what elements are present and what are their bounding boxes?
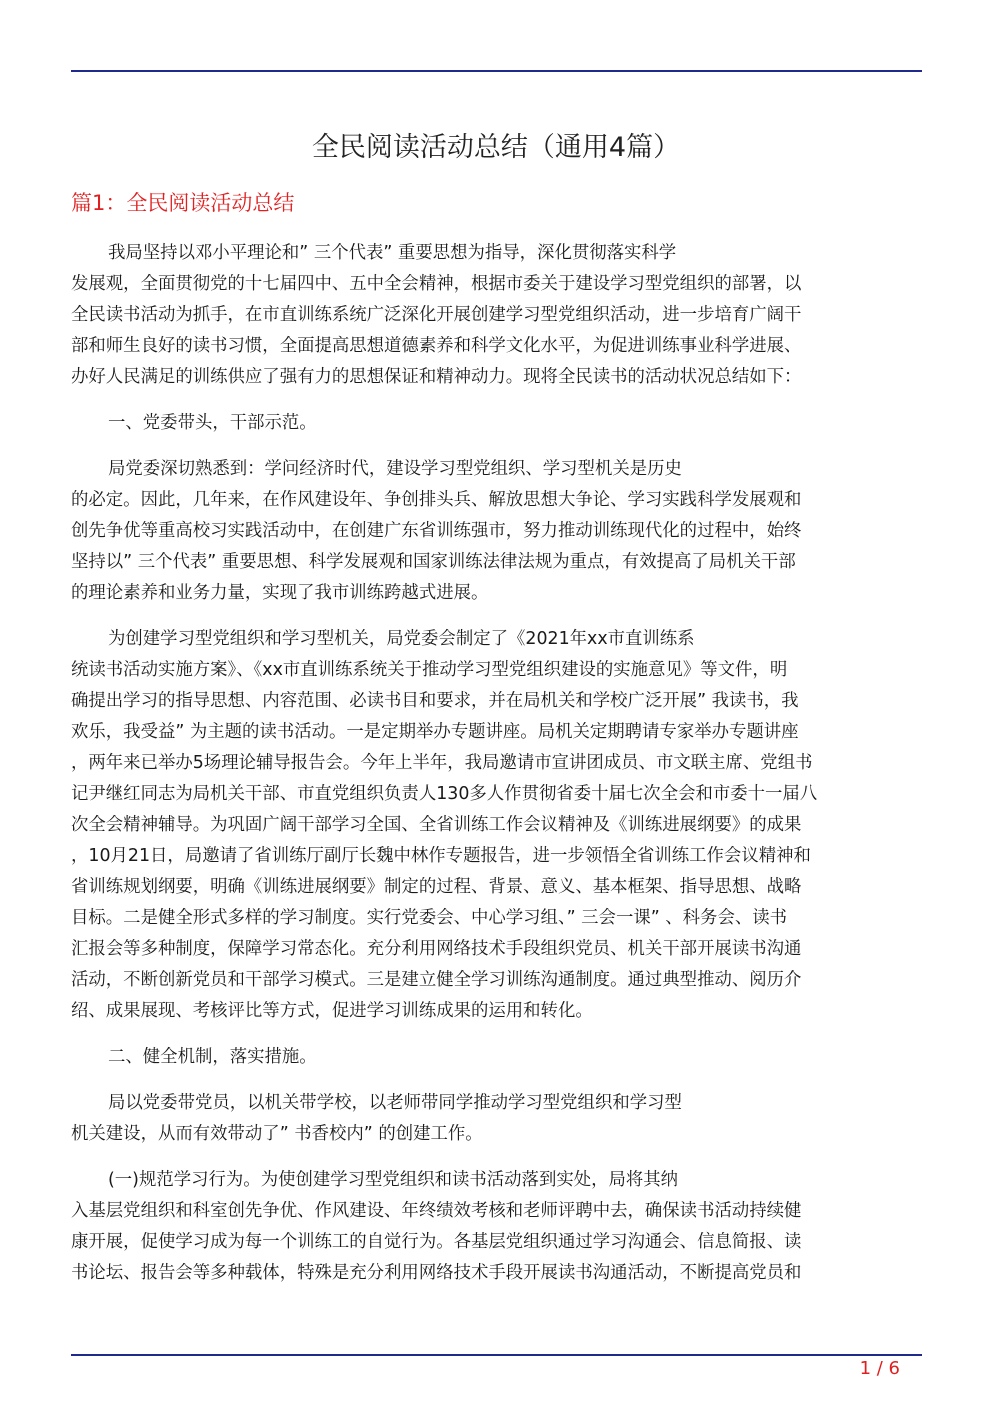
text-line: 机关建设，从而有效带动了” 书香校内” 的创建工作。 [71, 1124, 483, 1144]
paragraph [71, 238, 922, 393]
text-line: 康开展，促使学习成为每一个训练工的自觉行为。各基层党组织通过学习沟通会、信息简报、读 [71, 1232, 802, 1252]
text-line: ，两年来已举办5场理论辅导报告会。今年上半年，我局邀请市宣讲团成员、市文联主席、党组书 [71, 753, 813, 773]
text-line: 书论坛、报告会等多种载体，特殊是充分利用网络技术手段开展读书沟通活动，不断提高党员和 [71, 1263, 802, 1283]
paragraph-subheading [71, 408, 922, 439]
paragraph [71, 1088, 922, 1150]
section-heading: 篇1：全民阅读活动总结 [71, 191, 295, 215]
paragraph [71, 624, 922, 1027]
text-line: 记尹继红同志为局机关干部、市直党组织负责人130多人作贯彻省委十届七次全会和市委十一届八 [71, 784, 818, 804]
text-line: 坚持以” 三个代表” 重要思想、科学发展观和国家训练法律法规为重点，有效提高了局机关干部 [71, 552, 796, 572]
paragraph [71, 1165, 922, 1289]
page-title: 全民阅读活动总结（通用4篇） [311, 132, 681, 163]
text-line: 的理论素养和业务力量，实现了我市训练跨越式进展。 [71, 583, 489, 603]
footer-rule [71, 1354, 922, 1356]
text-line: 目标。二是健全形式多样的学习制度。实行党委会、中心学习组、” 三会一课” 、科务会、读书 [71, 908, 788, 928]
text-line: 创先争优等重高校习实践活动中，在创建广东省训练强市，努力推动训练现代化的过程中，始终 [71, 521, 802, 541]
page-number: 1 / 6 [859, 1358, 900, 1379]
text-line: 次全会精神辅导。为巩固广阔干部学习全国、全省训练工作会议精神及《训练进展纲要》的成果 [71, 815, 802, 835]
text-line: 办好人民满足的训练供应了强有力的思想保证和精神动力。现将全民读书的活动状况总结如下： [71, 367, 802, 387]
text-line: ，10月21日，局邀请了省训练厅副厅长魏中林作专题报告，进一步领悟全省训练工作会议精神和 [71, 846, 811, 866]
text-line: 活动，不断创新党员和干部学习模式。三是建立健全学习训练沟通制度。通过典型推动、阅历介 [71, 970, 802, 990]
text-line: 的必定。因此，几年来，在作风建设年、争创排头兵、解放思想大争论、学习实践科学发展观和 [71, 490, 802, 510]
text-line: 一、党委带头，干部示范。 [108, 413, 317, 433]
text-line: 绍、成果展现、考核评比等方式，促进学习训练成果的运用和转化。 [71, 1001, 593, 1021]
text-line: 二、健全机制，落实措施。 [108, 1047, 317, 1067]
text-line: (一)规范学习行为。为使创建学习型党组织和读书活动落到实处，局将其纳 [108, 1170, 679, 1190]
text-line: 局党委深切熟悉到：学问经济时代，建设学习型党组织、学习型机关是历史 [108, 459, 682, 479]
text-line: 局以党委带党员，以机关带学校，以老师带同学推动学习型党组织和学习型 [108, 1093, 682, 1113]
text-line: 为创建学习型党组织和学习型机关，局党委会制定了《2021年xx市直训练系 [108, 629, 695, 649]
text-line: 入基层党组织和科室创先争优、作风建设、年终绩效考核和老师评聘中去，确保读书活动持续健 [71, 1201, 802, 1221]
text-line: 汇报会等多种制度，保障学习常态化。充分利用网络技术手段组织党员、机关干部开展读书沟通 [71, 939, 802, 959]
text-line: 发展观，全面贯彻党的十七届四中、五中全会精神，根据市委关于建设学习型党组织的部署，以 [71, 274, 802, 294]
text-line: 部和师生良好的读书习惯，全面提高思想道德素养和科学文化水平，为促进训练事业科学进展、 [71, 336, 802, 356]
text-line: 全民读书活动为抓手，在市直训练系统广泛深化开展创建学习型党组织活动，进一步培育广阔干 [71, 305, 802, 325]
paragraph [71, 454, 922, 609]
text-line: 欢乐，我受益” 为主题的读书活动。一是定期举办专题讲座。局机关定期聘请专家举办专题讲座 [71, 722, 799, 742]
text-line: 统读书活动实施方案》、《xx市直训练系统关于推动学习型党组织建设的实施意见》等文件，明 [71, 660, 788, 680]
document-body [71, 238, 922, 1304]
text-line: 我局坚持以邓小平理论和” 三个代表” 重要思想为指导，深化贯彻落实科学 [108, 243, 677, 263]
text-line: 确提出学习的指导思想、内容范围、必读书目和要求，并在局机关和学校广泛开展” 我读书，我 [71, 691, 799, 711]
paragraph-subheading [71, 1042, 922, 1073]
header-rule [71, 70, 922, 72]
text-line: 省训练规划纲要，明确《训练进展纲要》制定的过程、背景、意义、基本框架、指导思想、战略 [71, 877, 802, 897]
